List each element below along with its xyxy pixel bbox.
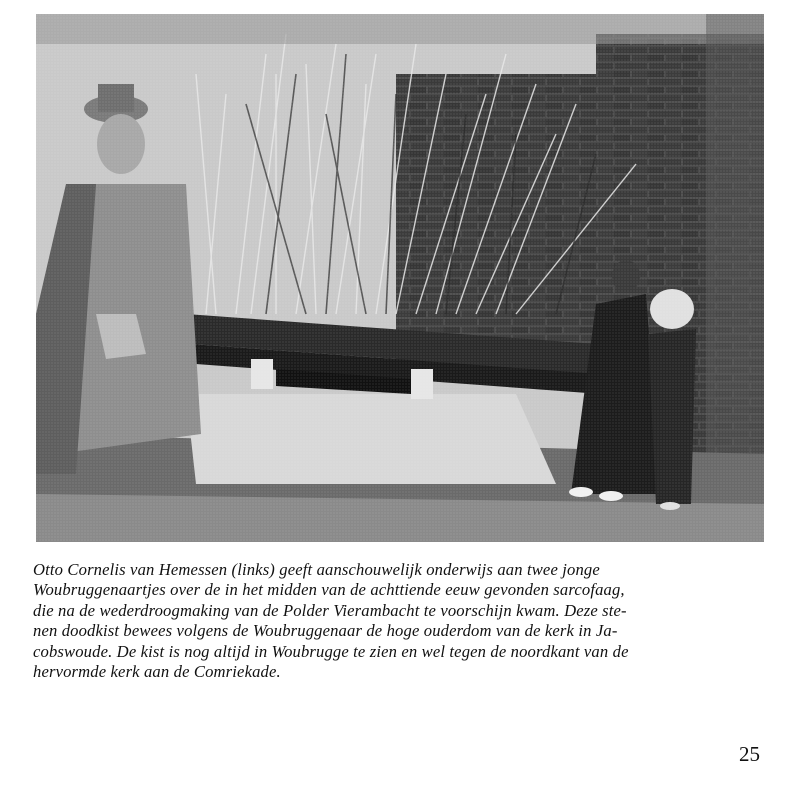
photo-caption [33,560,775,682]
caption-line: die na de wederdroogmaking van de Polder Vierambacht te voorschijn kwam. Deze ste- [33,600,627,620]
caption-line: cobswoude. De kist is nog altijd in Woubrugge te zien en wel tegen de noordkant van de [33,641,629,661]
caption-line: nen doodkist bewees volgens de Woubruggenaar de hoge ouderdom van de kerk in Ja- [33,621,618,641]
caption-line: Woubruggenaartjes over de in het midden van de achttiende eeuw gevonden sarcofaag, [33,580,625,600]
caption-line: Otto Cornelis van Hemessen (links) geeft aanschouwelijk onderwijs aan twee jonge [33,560,600,579]
page-number: 25 [739,742,760,766]
sarcophagus-photo [36,14,764,542]
caption-line: hervormde kerk aan de Comriekade. [33,662,281,682]
